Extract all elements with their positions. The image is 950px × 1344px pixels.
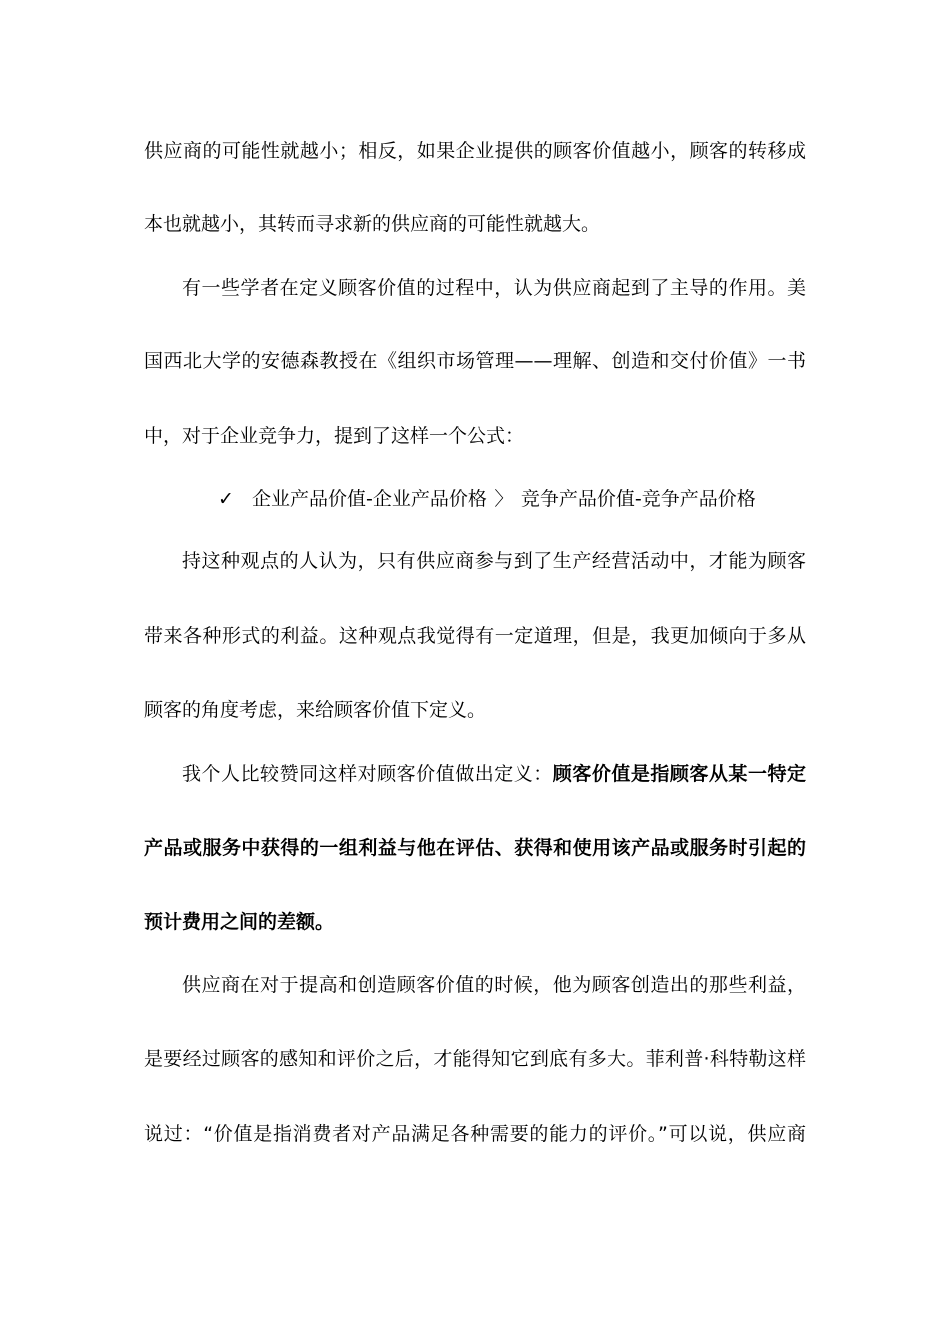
paragraph-4-line-1 <box>182 762 806 786</box>
paragraph-4-line-3: 预计费用之间的差额。 <box>144 911 335 933</box>
greater-than-sign: 〉 <box>494 488 514 510</box>
formula-left-side: 企业产品价值-企业产品价格 <box>252 488 487 510</box>
paragraph-5-line-3: 说过：“价值是指消费者对产品满足各种需要的能力的评价。”可以说，供应商 <box>144 1123 806 1145</box>
formula-bullet <box>218 487 756 511</box>
paragraph-5-line-1: 供应商在对于提高和创造顾客价值的时候，他为顾客创造出的那些利益， <box>182 974 806 996</box>
paragraph-1-line-1: 供应商的可能性就越小；相反，如果企业提供的顾客价值越小，顾客的转移成 <box>144 140 806 162</box>
definition-bold-start: 顾客价值是指顾客从某一特定 <box>552 763 806 785</box>
paragraph-5-line-2: 是要经过顾客的感知和评价之后，才能得知它到底有多大。菲利普·科特勒这样 <box>144 1048 806 1070</box>
paragraph-3-line-3: 顾客的角度考虑，来给顾客价值下定义。 <box>144 699 487 721</box>
paragraph-2-line-1: 有一些学者在定义顾客价值的过程中，认为供应商起到了主导的作用。美 <box>182 277 806 299</box>
paragraph-3-line-2: 带来各种形式的利益。这种观点我觉得有一定道理，但是，我更加倾向于多从 <box>144 625 806 647</box>
paragraph-3-line-1: 持这种观点的人认为，只有供应商参与到了生产经营活动中，才能为顾客 <box>182 550 806 572</box>
paragraph-1-line-2: 本也就越小，其转而寻求新的供应商的可能性就越大。 <box>144 213 601 235</box>
checkmark-icon: ✓ <box>218 488 234 510</box>
definition-intro: 我个人比较赞同这样对顾客价值做出定义： <box>182 763 553 785</box>
paragraph-2-line-3: 中，对于企业竞争力，提到了这样一个公式： <box>144 425 525 447</box>
paragraph-2-line-2: 国西北大学的安德森教授在《组织市场管理——理解、创造和交付价值》一书 <box>144 350 806 372</box>
paragraph-4-line-2: 产品或服务中获得的一组利益与他在评估、获得和使用该产品或服务时引起的 <box>144 837 806 859</box>
formula-right-side: 竞争产品价值-竞争产品价格 <box>520 488 756 510</box>
